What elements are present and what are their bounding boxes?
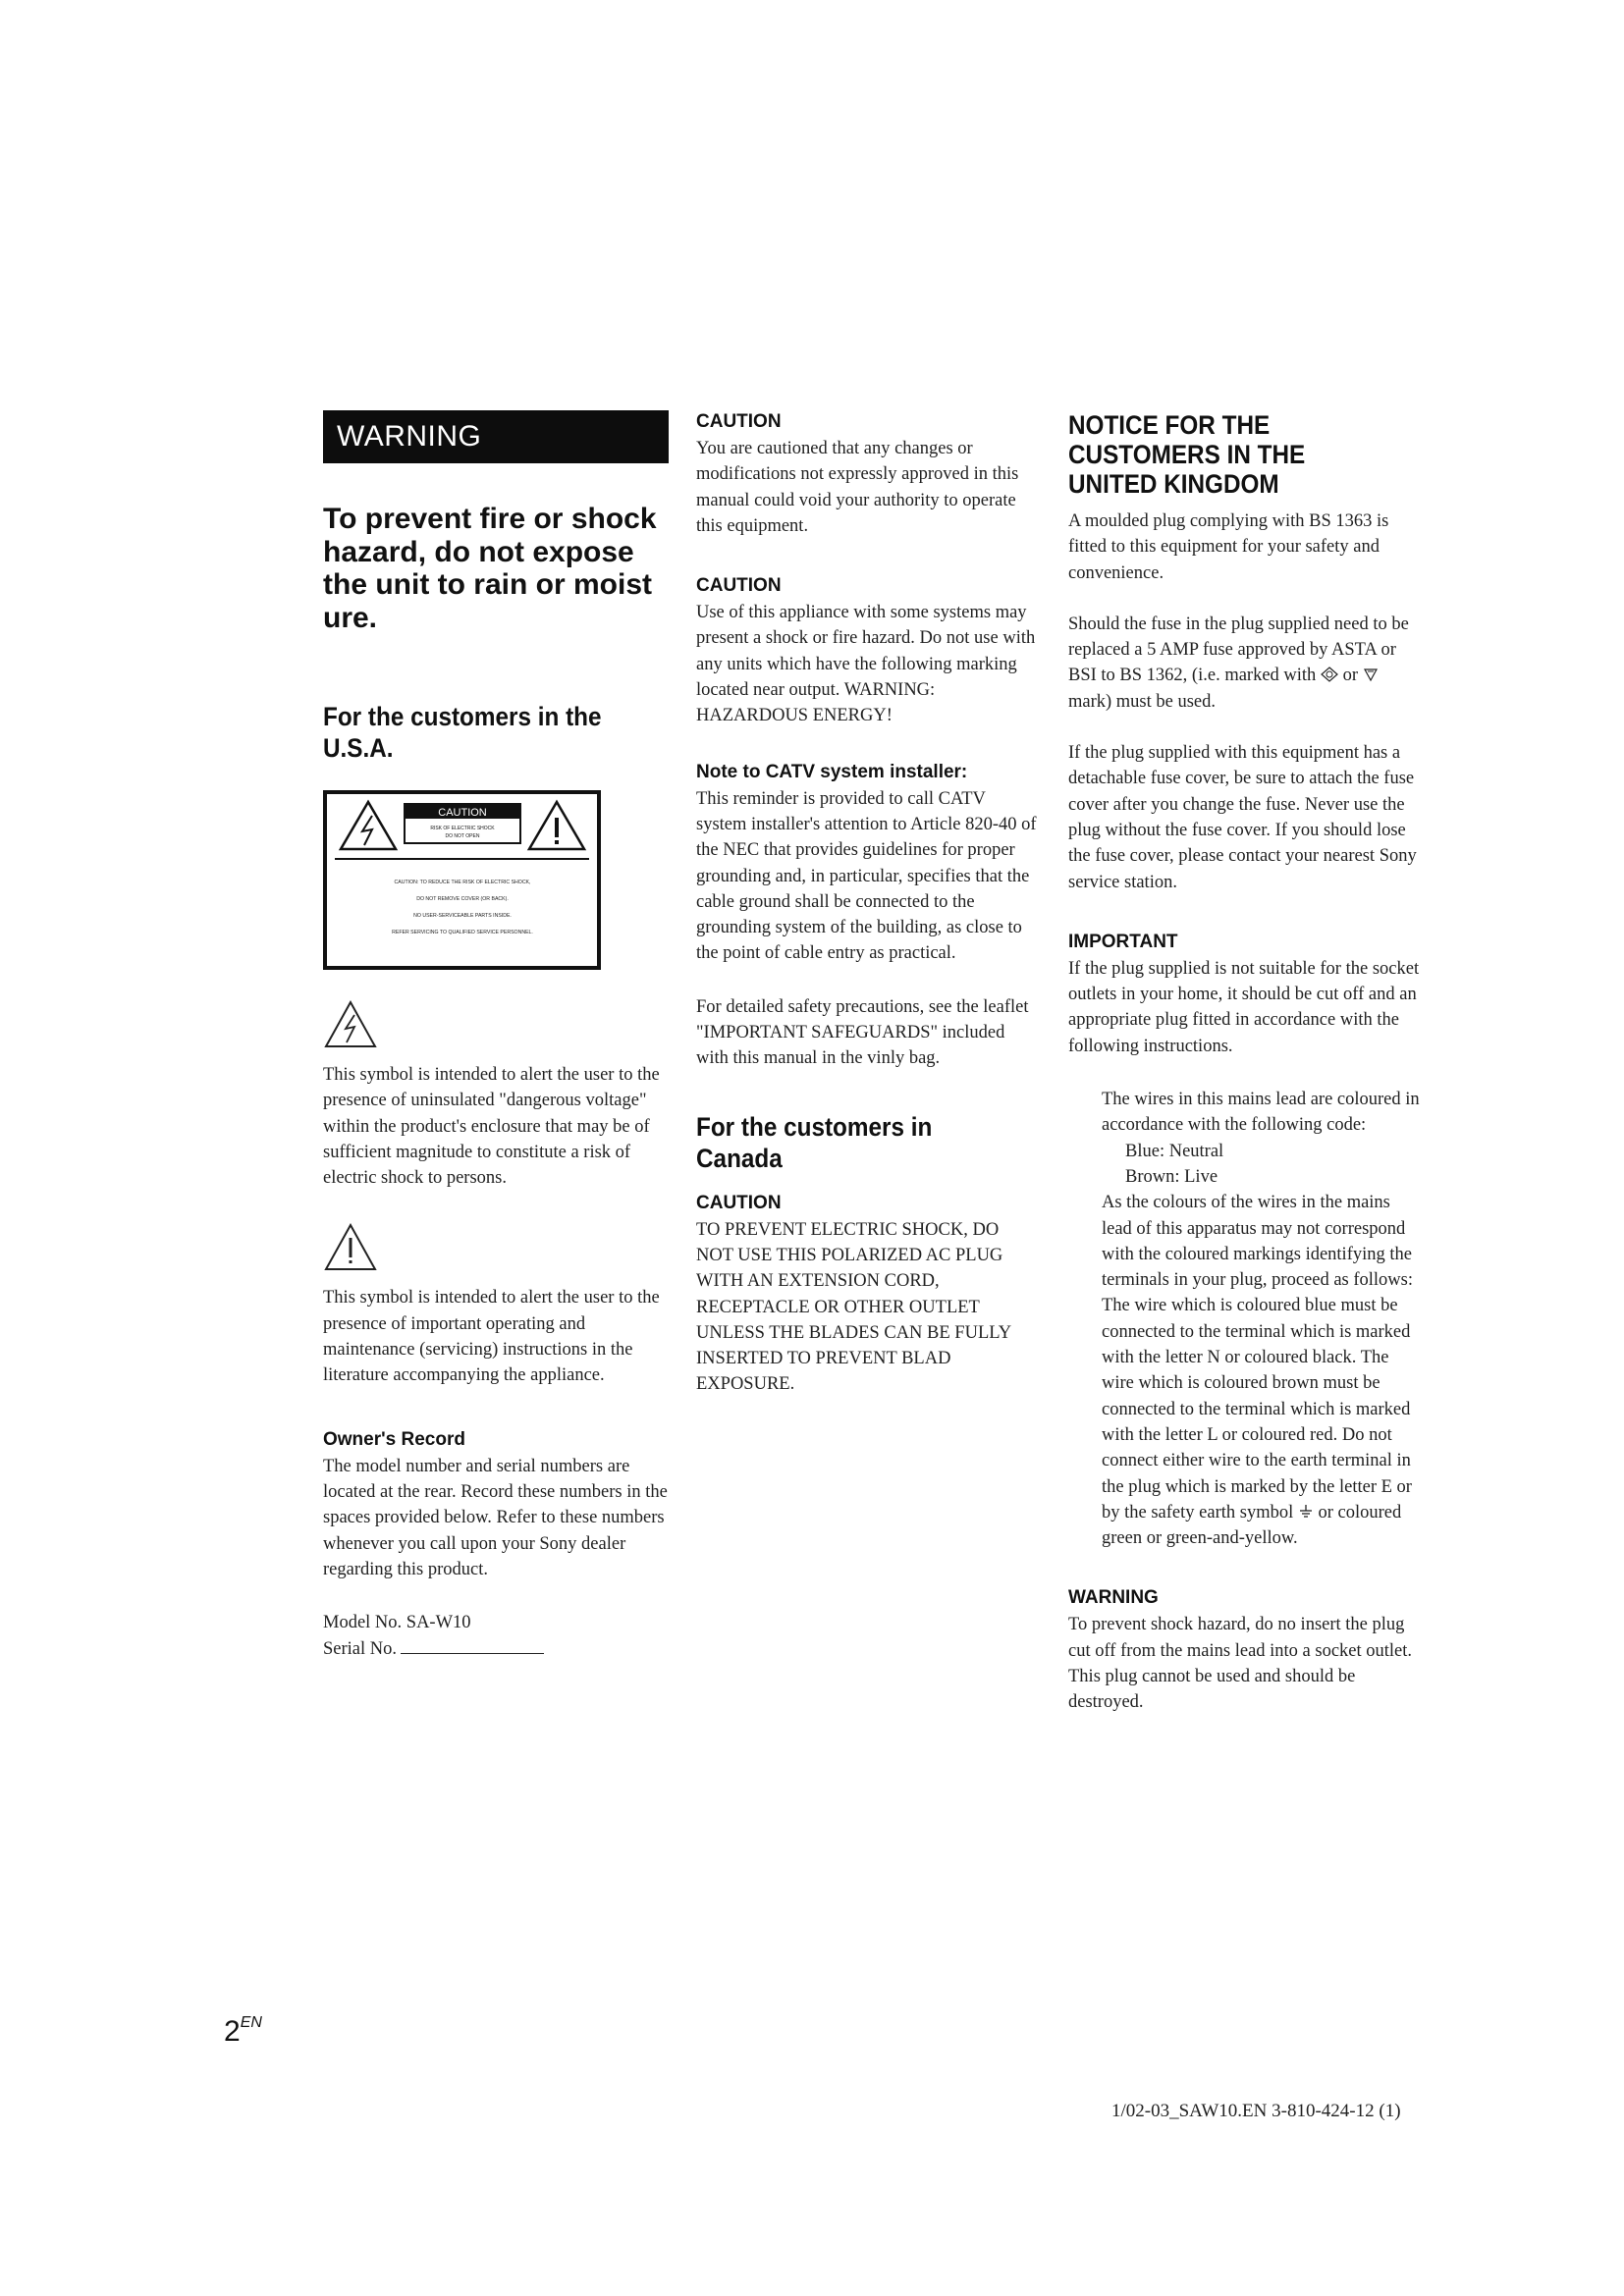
document-code: 1/02-03_SAW10.EN 3-810-424-12 (1) [1111,2101,1401,2121]
symbol1-description: This symbol is intended to alert the user to the presence of uninsulated "dangerous voltage" within the product's enclosure that may be of sufficient magnitude to constitute a risk of electric shock to persons. [323,1065,660,1189]
fire-shock-heading: To prevent fire or shock hazard, do not expose the unit to rain or moist ure. [323,503,657,634]
symbol2-description: This symbol is intended to alert the user to the presence of important operating and maintenance (servicing) instructions in the literature accompanying the appliance. [323,1288,660,1386]
middle-column [696,410,1040,1398]
label-line-4: REFER SERVICING TO QUALIFIED SERVICE PERSONNEL. [392,930,533,935]
safety-leaflet-text: For detailed safety precautions, see the leaflet "IMPORTANT SAFEGUARDS" included with this manual in the vinly bag. [696,996,1029,1069]
wires-text: The wires in this mains lead are coloured in accordance with the following code: [1102,1090,1420,1136]
caution3-heading: CAUTION [696,1192,782,1213]
uk-text-2b: mark) must be used. [1068,691,1217,712]
earth-symbol-icon [1298,1504,1314,1520]
label-line-1: CAUTION: TO REDUCE THE RISK OF ELECTRIC SHOCK, [394,880,531,885]
uk-notice-heading: NOTICE FOR THE CUSTOMERS IN THE UNITED KINGDOM [1068,410,1306,499]
uk-text-2a: Should the fuse in the plug supplied need to be replaced a 5 AMP fuse approved by ASTA or BSI to BS 1362, (i.e. marked with [1068,614,1409,686]
left-column-lower [323,999,669,1663]
caution1-text: You are cautioned that any changes or modifications not expressly approved in this manual could void your authority to operate this equipment. [696,439,1019,536]
uk-text-2-or: or [1342,666,1358,686]
caution3-text: TO PREVENT ELECTRIC SHOCK, DO NOT USE THIS POLARIZED AC PLUG WITH AN EXTENSION CORD, RECEPTACLE OR OTHER OUTLET UNLESS THE BLADES CAN BE FULLY INSERTED TO PREVENT BLAD EXPOSURE. [696,1219,1011,1395]
left-column [323,410,669,764]
label-risk-text: RISK OF ELECTRIC SHOCK [430,826,495,831]
serial-number-blank [401,1635,544,1654]
label-do-not-open-text: DO NOT OPEN [445,833,480,839]
serial-number-label: Serial No. [323,1639,398,1660]
exclamation-triangle-icon [529,802,584,849]
caution-label-graphic [327,794,597,966]
colours-text-b: or coloured green or green-and-yellow. [1102,1502,1402,1549]
right-column [1068,410,1422,1716]
catv-text: This reminder is provided to call CATV system installer's attention to Article 820-40 of the NEC that provides guidelines for proper grounding and, in particular, specifies that the cable ground shall be connected to the grounding system of the building, as close to the point of cable entry as practical. [696,788,1037,964]
page-number [224,2014,262,2049]
canada-heading: For the customers in Canada [696,1111,933,1173]
bsi-kitemark-icon [1363,667,1379,682]
lightning-triangle-icon [341,802,396,849]
label-line-3: NO USER-SERVICEABLE PARTS INSIDE. [413,913,512,919]
wire-blue: Blue: Neutral [1125,1141,1224,1161]
usa-heading: For the customers in the U.S.A. [323,702,602,763]
label-line-2: DO NOT REMOVE COVER (OR BACK). [416,896,509,902]
page-number-suffix: EN [240,2014,262,2031]
important-heading: IMPORTANT [1068,931,1178,952]
warning-heading: WARNING [1068,1587,1159,1609]
uk-text-1: A moulded plug complying with BS 1363 is fitted to this equipment for your safety and convenience. [1068,511,1389,583]
asta-mark-icon [1321,667,1338,682]
uk-text-3: If the plug supplied with this equipment has a detachable fuse cover, be sure to attach the fuse cover after you change the fuse. Never use the plug without the fuse cover. If you should lose the fuse cover, please contact your nearest Sony service station. [1068,743,1417,892]
colours-text [1068,1190,1422,1551]
warning-text: To prevent shock hazard, do no insert the plug cut off from the mains lead into a socket outlet. This plug cannot be used and should be destroyed. [1068,1615,1413,1713]
serial-number-line [323,1635,669,1662]
owners-record-text: The model number and serial numbers are located at the rear. Record these numbers in the spaces provided below. Refer to these numbers whenever you call upon your Sony dealer regarding this product. [323,1456,668,1579]
exclamation-triangle-icon [323,1222,378,1273]
lightning-triangle-icon [323,999,378,1050]
wire-brown: Brown: Live [1125,1166,1218,1187]
uk-text-2 [1068,612,1422,715]
caution-label-image [323,790,601,970]
warning-banner: WARNING [323,410,669,463]
important-text: If the plug supplied is not suitable for the socket outlets in your home, it should be cut off and an appropriate plug fitted in accordance with the following instructions. [1068,958,1420,1056]
caution2-heading: CAUTION [696,575,782,597]
caution1-heading: CAUTION [696,411,782,432]
model-number: Model No. SA-W10 [323,1613,471,1633]
page-number-digit: 2 [224,2015,241,2048]
colours-text-a: As the colours of the wires in the mains lead of this apparatus may not correspond with the coloured markings identifying the terminals in your plug, proceed as follows: The wire which is coloured blue must be connected to the terminal which is marked with the letter N or coloured black. The wire which is coloured brown must be connected to the terminal which is marked with the letter L or coloured red. Do not connect either wire to the earth terminal in the plug which is marked by the letter E or by the safety earth symbol [1102,1193,1414,1522]
catv-heading: Note to CATV system installer: [696,761,968,782]
owners-record-heading: Owner's Record [323,1428,465,1450]
caution2-text: Use of this appliance with some systems may present a shock or fire hazard. Do not use with any units which have the following marking located near output. WARNING: HAZARDOUS ENERGY! [696,603,1036,726]
label-caution-text: CAUTION [438,807,487,819]
